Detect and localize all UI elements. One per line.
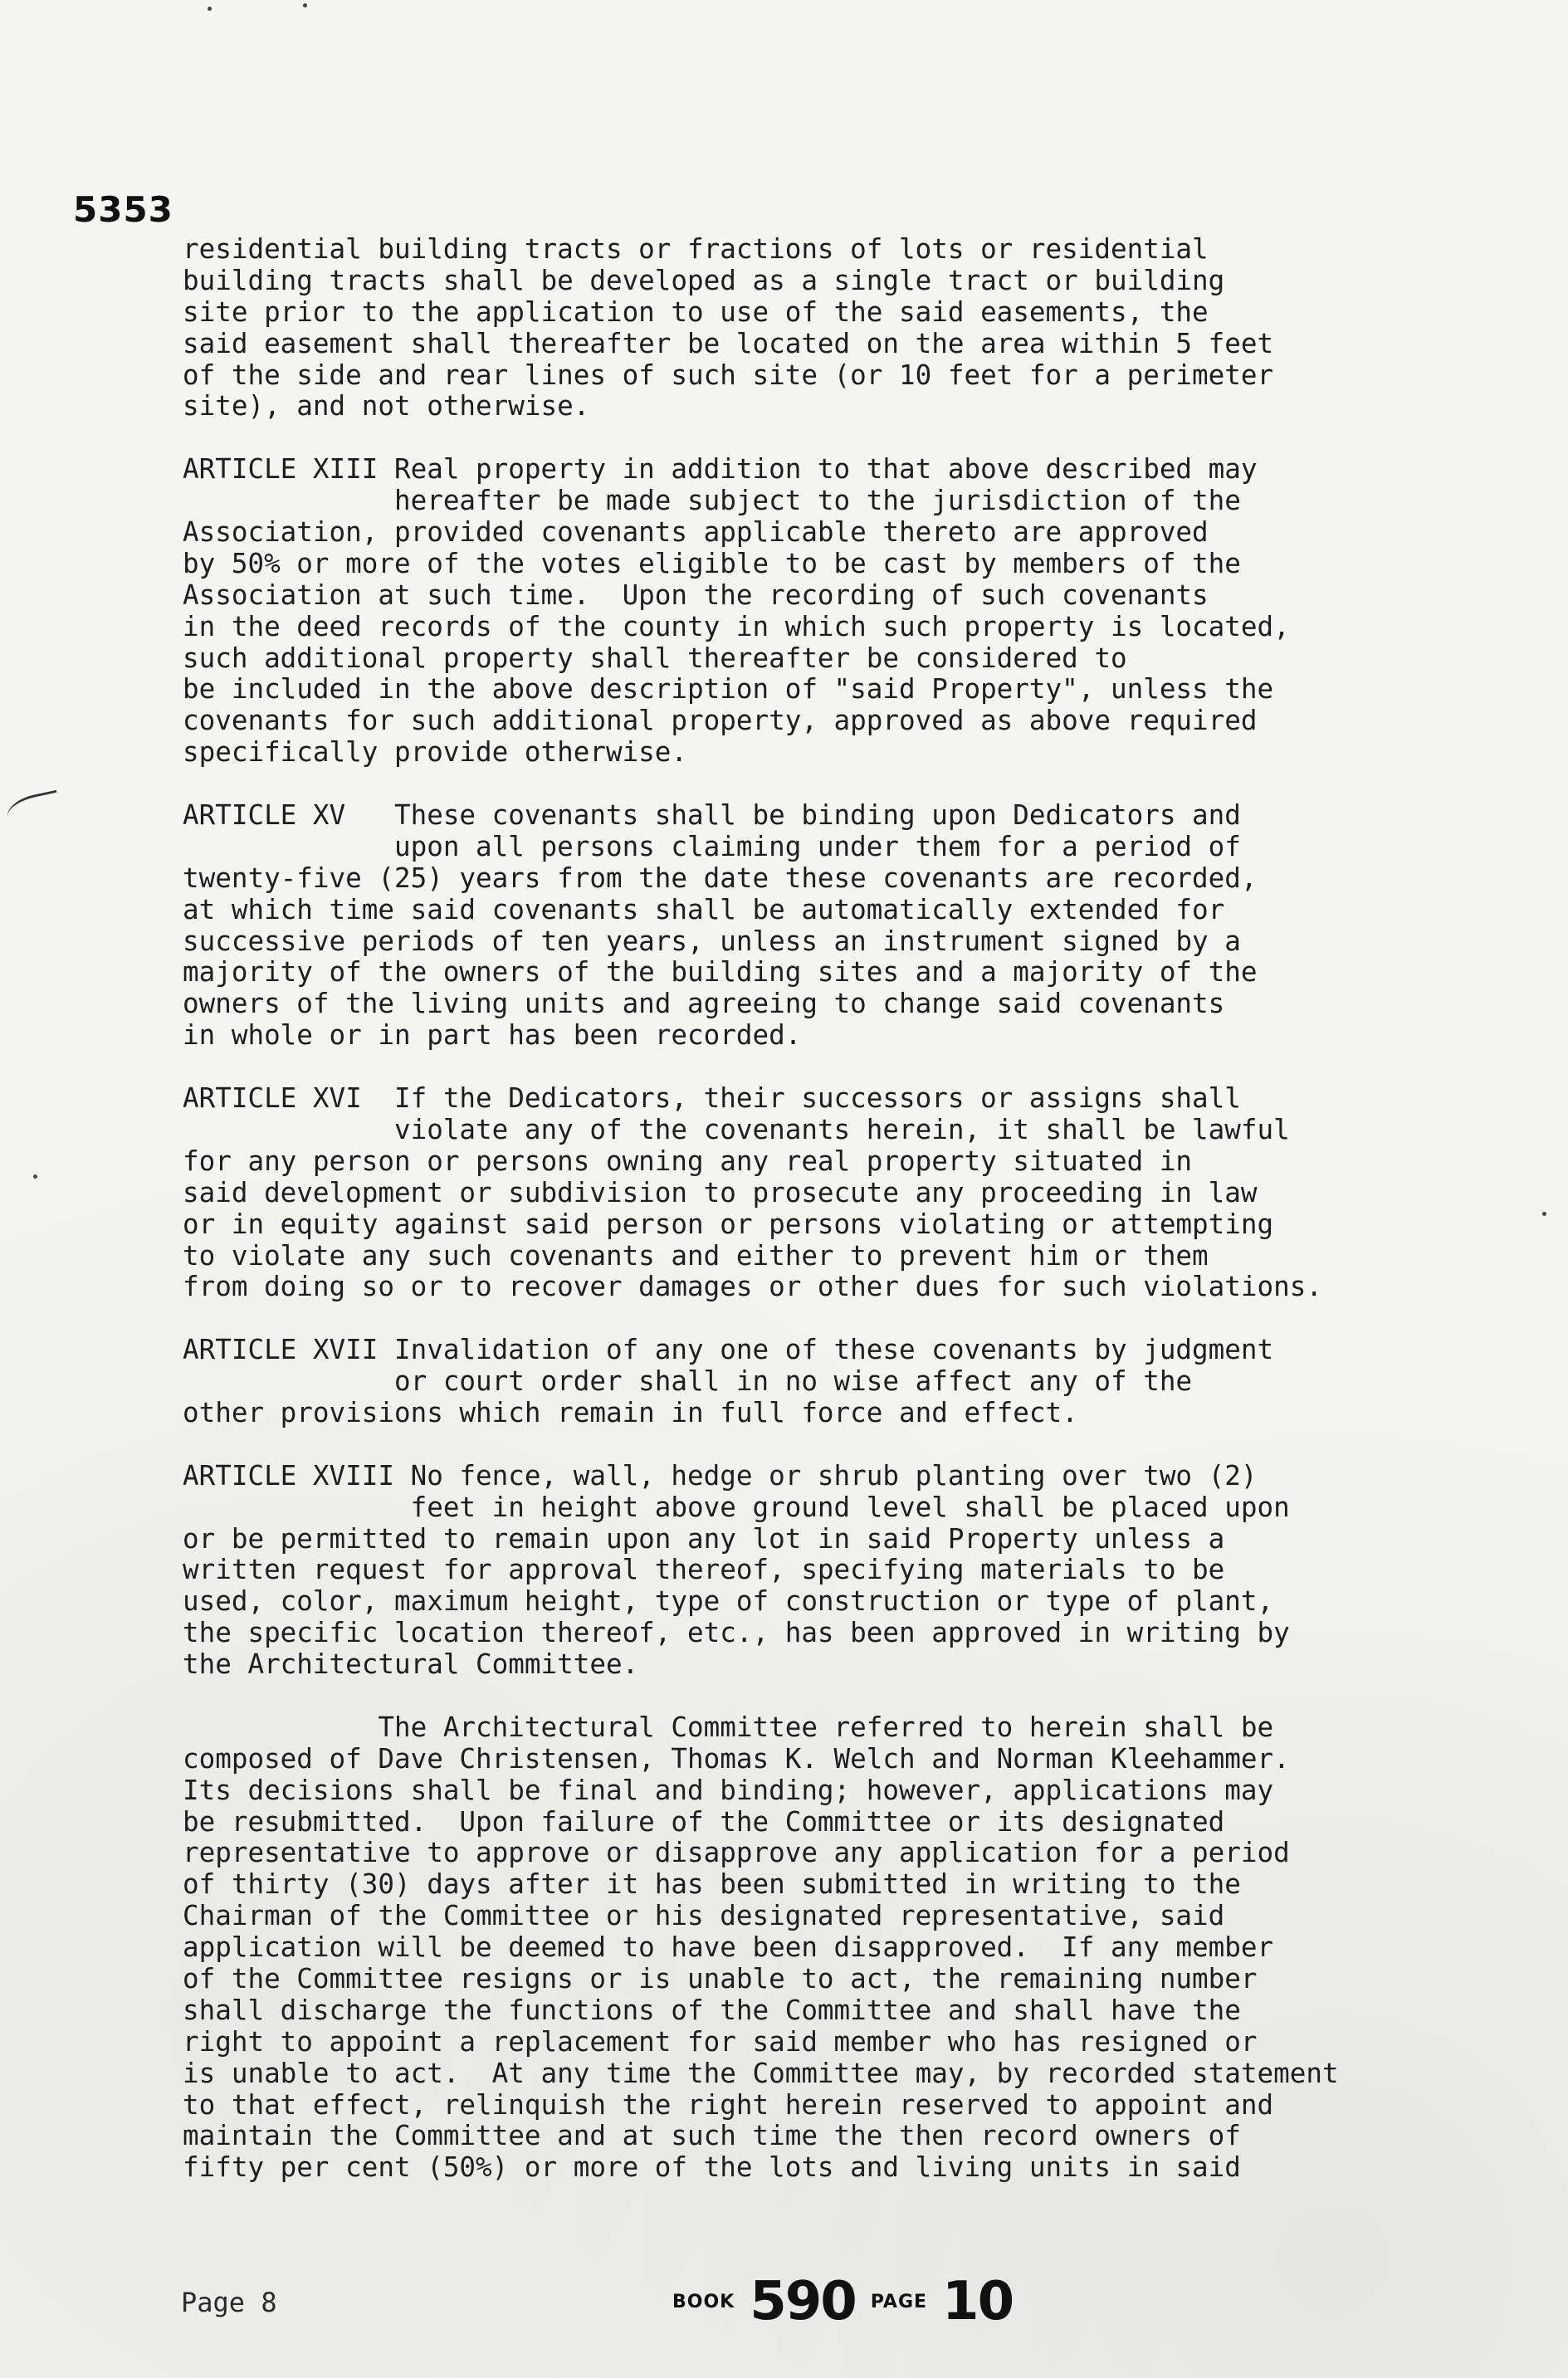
text-line: owners of the living units and agreeing to change said covenants xyxy=(183,988,1225,1020)
text-line: from doing so or to recover damages or other dues for such violations. xyxy=(183,1271,1322,1303)
text-line: majority of the owners of the building sites and a majority of the xyxy=(183,956,1258,989)
text-line: covenants for such additional property, approved as above required xyxy=(183,705,1258,737)
text-line: The Architectural Committee referred to herein shall be xyxy=(183,1711,1274,1743)
scan-speck xyxy=(303,3,307,7)
text-line: used, color, maximum height, type of construction or type of plant, xyxy=(183,1585,1274,1618)
text-line: Association, provided covenants applicable thereto are approved xyxy=(183,516,1209,549)
text-line: or be permitted to remain upon any lot in said Property unless a xyxy=(183,1522,1225,1555)
text-line: or in equity against said person or persons violating or attempting xyxy=(183,1208,1274,1240)
text-line: upon all persons claiming under them for a period of xyxy=(183,830,1241,862)
text-line: ARTICLE XV These covenants shall be binding upon Dedicators and xyxy=(183,799,1241,832)
text-line: in the deed records of the county in which such property is located, xyxy=(183,610,1290,642)
text-line: site prior to the application to use of the said easements, the xyxy=(183,295,1209,328)
recording-stamp xyxy=(672,2271,1013,2332)
text-line: for any person or persons owning any real property situated in xyxy=(183,1145,1193,1177)
text-line: to that effect, relinquish the right herein reserved to appoint and xyxy=(183,2088,1274,2121)
text-line: such additional property shall thereafter be considered to xyxy=(183,642,1127,674)
page-label: Page 8 xyxy=(181,2287,277,2318)
text-line: residential building tracts or fractions of lots or residential xyxy=(183,233,1209,265)
text-line: fifty per cent (50%) or more of the lots and living units in said xyxy=(183,2151,1241,2184)
text-line: composed of Dave Christensen, Thomas K. Welch and Norman Kleehammer. xyxy=(183,1742,1290,1775)
text-line: to violate any such covenants and either to prevent him or them xyxy=(183,1239,1209,1272)
paragraph-gap xyxy=(183,1429,1561,1461)
text-line: or court order shall in no wise affect any of the xyxy=(183,1365,1193,1398)
text-line: Association at such time. Upon the recording of such covenants xyxy=(183,579,1209,611)
paragraph-gap xyxy=(183,1052,1561,1083)
text-line: of the side and rear lines of such site (or 10 feet for a perimeter xyxy=(183,359,1274,391)
text-line: maintain the Committee and at such time the then record owners of xyxy=(183,2120,1241,2152)
paragraph-gap xyxy=(183,1681,1561,1712)
paragraph-gap xyxy=(183,769,1561,800)
text-line: specifically provide otherwise. xyxy=(183,736,688,769)
stamp-page-label: PAGE xyxy=(870,2291,928,2312)
text-line: Its decisions shall be final and binding; however, applications may xyxy=(183,1774,1274,1806)
text-line: violate any of the covenants herein, it shall be lawful xyxy=(183,1113,1290,1145)
text-line: successive periods of ten years, unless an instrument signed by a xyxy=(183,925,1241,957)
text-line: feet in height above ground level shall be placed upon xyxy=(183,1491,1290,1523)
text-line: other provisions which remain in full force and effect. xyxy=(183,1396,1078,1428)
text-line: be included in the above description of "said Property", unless the xyxy=(183,673,1274,706)
text-line: of the Committee resigns or is unable to act, the remaining number xyxy=(183,1962,1258,1995)
text-line: written request for approval thereof, specifying materials to be xyxy=(183,1554,1225,1586)
text-line: said easement shall thereafter be located on the area within 5 feet xyxy=(183,327,1274,359)
text-line: at which time said covenants shall be automatically extended for xyxy=(183,893,1225,925)
stamp-page-number: 10 xyxy=(942,2271,1014,2332)
text-line: the Architectural Committee. xyxy=(183,1648,639,1681)
text-line: the specific location thereof, etc., has been approved in writing by xyxy=(183,1617,1290,1649)
stamp-book-number: 590 xyxy=(750,2271,856,2332)
stamp-book-label: BOOK xyxy=(672,2291,735,2312)
text-line: is unable to act. At any time the Committee may, by recorded statement xyxy=(183,2057,1339,2089)
scan-speck xyxy=(33,1174,37,1179)
text-line: by 50% or more of the votes eligible to be cast by members of the xyxy=(183,547,1241,579)
text-line: building tracts shall be developed as a single tract or building xyxy=(183,264,1225,296)
text-line: shall discharge the functions of the Committee and shall have the xyxy=(183,1994,1241,2026)
text-line: in whole or in part has been recorded. xyxy=(183,1019,802,1052)
paragraph-gap xyxy=(183,1303,1561,1335)
scan-speck xyxy=(1542,1212,1546,1216)
text-line: application will be deemed to have been disapproved. If any member xyxy=(183,1931,1274,1964)
text-line: said development or subdivision to prosecute any proceeding in law xyxy=(183,1176,1258,1209)
document-body xyxy=(183,234,1561,2184)
text-line: twenty-five (25) years from the date these covenants are recorded, xyxy=(183,862,1258,894)
text-line: hereafter be made subject to the jurisdiction of the xyxy=(183,485,1241,517)
text-line: ARTICLE XVI If the Dedicators, their successors or assigns shall xyxy=(183,1082,1241,1115)
text-line: right to appoint a replacement for said member who has resigned or xyxy=(183,2025,1258,2058)
text-line: ARTICLE XIII Real property in addition to that above described may xyxy=(183,453,1258,486)
text-line: be resubmitted. Upon failure of the Committee or its designated xyxy=(183,1805,1225,1838)
margin-mark xyxy=(4,790,61,828)
text-line: of thirty (30) days after it has been submitted in writing to the xyxy=(183,1868,1241,1901)
text-line: Chairman of the Committee or his designated representative, said xyxy=(183,1900,1225,1932)
text-line: site), and not otherwise. xyxy=(183,390,590,422)
text-line: ARTICLE XVII Invalidation of any one of these covenants by judgment xyxy=(183,1334,1274,1366)
paragraph-gap xyxy=(183,422,1561,454)
document-number: 5353 xyxy=(73,189,173,230)
text-line: representative to approve or disapprove any application for a period xyxy=(183,1837,1290,1869)
text-line: ARTICLE XVIII No fence, wall, hedge or shrub planting over two (2) xyxy=(183,1459,1258,1492)
scan-speck xyxy=(208,7,212,11)
